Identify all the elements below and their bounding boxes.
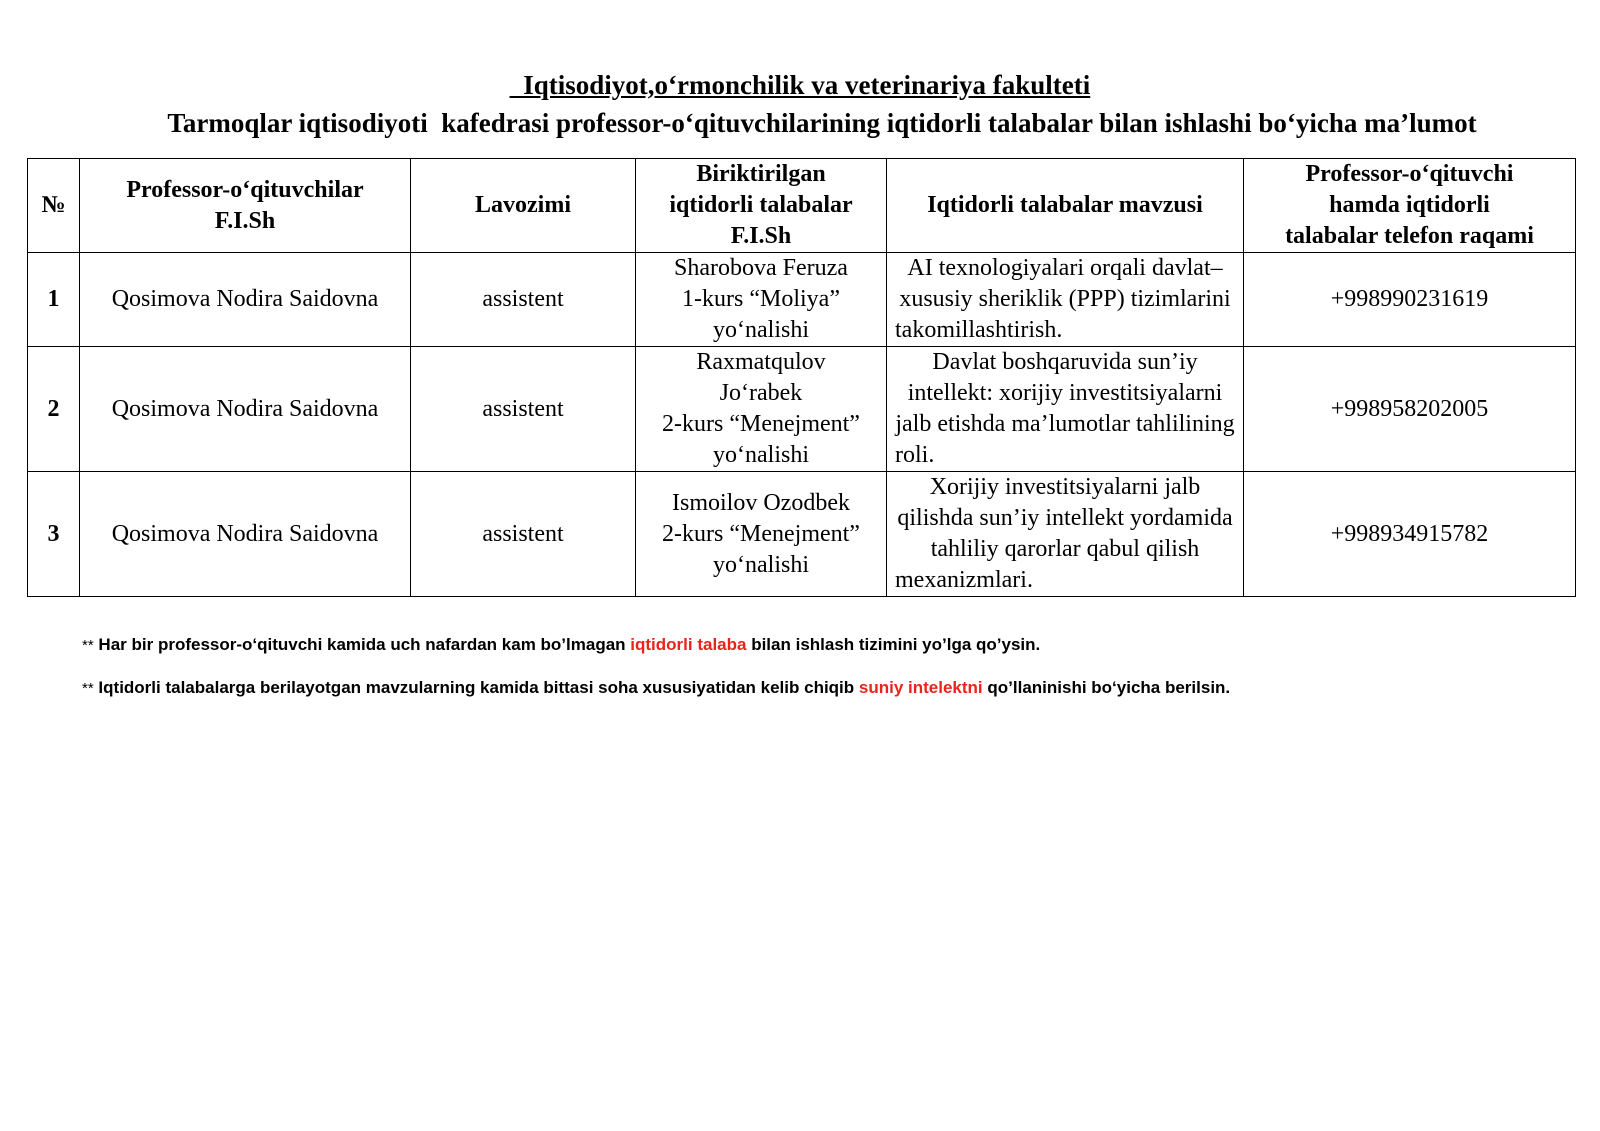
teacher-position: assistent bbox=[411, 253, 636, 347]
teacher-name: Qosimova Nodira Saidovna bbox=[80, 253, 411, 347]
col-header-position: Lavozimi bbox=[411, 159, 636, 253]
table-row bbox=[28, 472, 1576, 597]
teacher-name: Qosimova Nodira Saidovna bbox=[80, 347, 411, 472]
phone-number: +998958202005 bbox=[1244, 347, 1576, 472]
teachers-table bbox=[27, 158, 1576, 597]
footnote-marker: ** bbox=[82, 680, 94, 697]
footnote-item bbox=[82, 634, 1230, 677]
student-topic: AI texnologiyalari orqali davlat–xususiy sheriklik (PPP) tizimlarini takomillashtirish. bbox=[887, 253, 1244, 347]
footnote-text: Iqtidorli talabalarga berilayotgan mavzularning kamida bittasi soha xususiyatidan kelib chiqib bbox=[98, 678, 855, 697]
footnote-text: qo’llaninishi bo‘yicha berilsin. bbox=[987, 678, 1231, 697]
faculty-title: _Iqtisodiyot,o‘rmonchilik va veterinariya fakulteti bbox=[509, 70, 1091, 100]
col-header-phone: Professor-o‘qituvchi hamda iqtidorli talabalar telefon raqami bbox=[1244, 159, 1576, 253]
col-header-students: Biriktirilgan iqtidorli talabalar F.I.Sh bbox=[636, 159, 887, 253]
student-info: Raxmatqulov Jo‘rabek 2-kurs “Menejment” yo‘nalishi bbox=[636, 347, 887, 472]
table-row bbox=[28, 347, 1576, 472]
student-info: Sharobova Feruza 1-kurs “Moliya” yo‘nalishi bbox=[636, 253, 887, 347]
footnote-highlight: iqtidorli talaba bbox=[630, 635, 747, 654]
col-header-teacher: Professor-o‘qituvchilar F.I.Sh bbox=[80, 159, 411, 253]
col-header-number: № bbox=[28, 159, 80, 253]
teacher-position: assistent bbox=[411, 472, 636, 597]
row-number: 3 bbox=[28, 472, 80, 597]
footnote-text: Har bir professor-o‘qituvchi kamida uch nafardan kam bo’lmagan bbox=[98, 635, 626, 654]
footnote-highlight: suniy intelektni bbox=[858, 678, 983, 697]
footnote-item bbox=[82, 677, 1230, 720]
footnotes bbox=[82, 634, 1230, 720]
student-topic: Davlat boshqaruvida sun’iy intellekt: xorijiy investitsiyalarni jalb etishda ma’lumotlar tahlilining roli. bbox=[887, 347, 1244, 472]
phone-number: +998934915782 bbox=[1244, 472, 1576, 597]
teacher-name: Qosimova Nodira Saidovna bbox=[80, 472, 411, 597]
footnote-marker: ** bbox=[82, 637, 94, 654]
student-info: Ismoilov Ozodbek 2-kurs “Menejment” yo‘nalishi bbox=[636, 472, 887, 597]
student-topic: Xorijiy investitsiyalarni jalb qilishda sun’iy intellekt yordamida tahliliy qarorlar qabul qilish mexanizmlari. bbox=[887, 472, 1244, 597]
row-number: 1 bbox=[28, 253, 80, 347]
col-header-topic: Iqtidorli talabalar mavzusi bbox=[887, 159, 1244, 253]
row-number: 2 bbox=[28, 347, 80, 472]
phone-number: +998990231619 bbox=[1244, 253, 1576, 347]
department-subtitle: Tarmoqlar iqtisodiyoti kafedrasi professor-o‘qituvchilarining iqtidorli talabalar bilan ishlashi bo‘yicha ma’lumot bbox=[167, 108, 1477, 138]
table-row bbox=[28, 253, 1576, 347]
teacher-position: assistent bbox=[411, 347, 636, 472]
table-header-row bbox=[28, 159, 1576, 253]
footnote-text: bilan ishlash tizimini yo’lga qo’ysin. bbox=[751, 635, 1041, 654]
